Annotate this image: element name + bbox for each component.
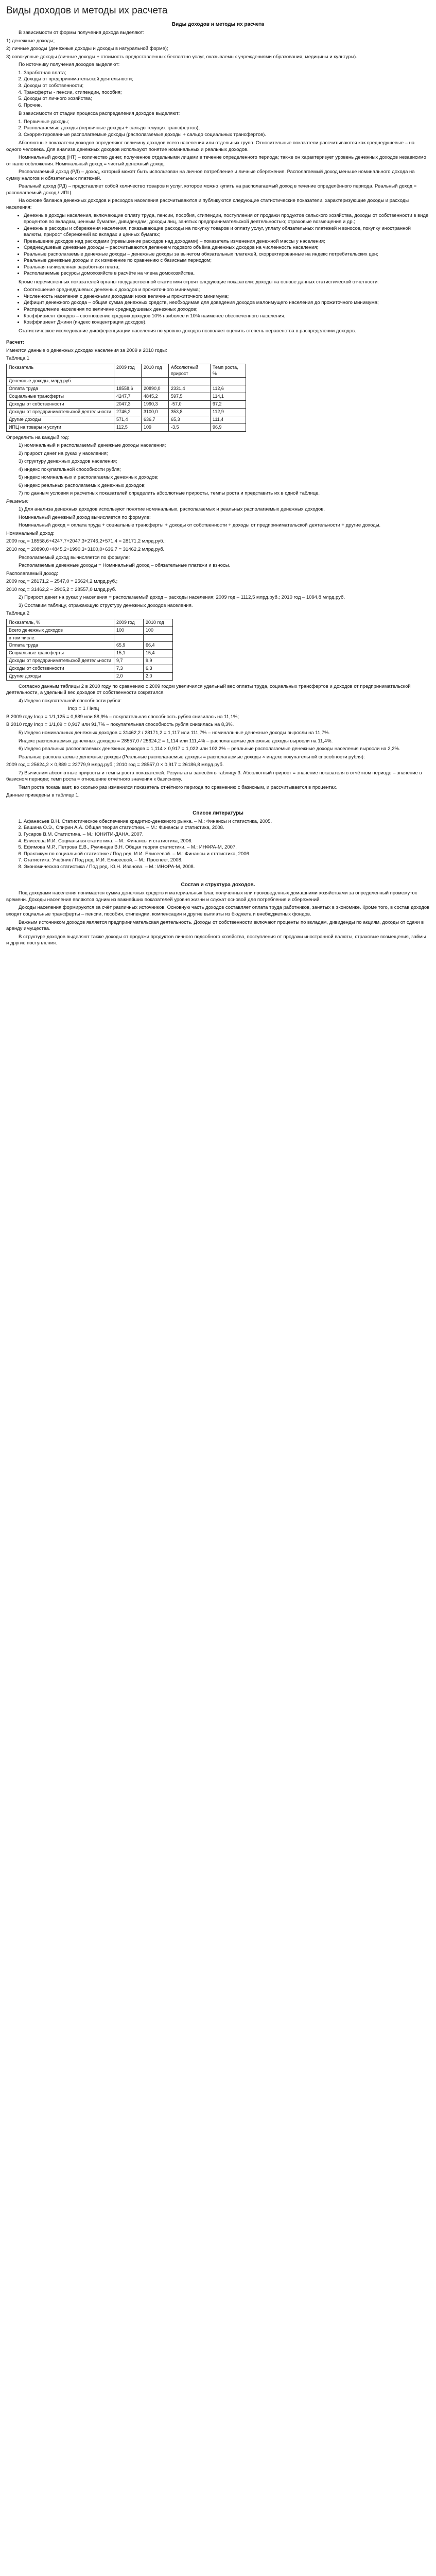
paragraph: Под доходами населения понимается сумма денежных средств и материальных благ, полученных или произведенных домашними хозяйствами за определенный промежуток времени. Доходы населения являются одним из важнейших показателей уровня жизни и служат основой для потребления и сбережений. — [6, 890, 417, 903]
list-item: 1) номинальный и располагаемый денежные доходы населения; — [19, 443, 166, 449]
list-item: • Превышение доходов над расходами (превышение расходов над доходами) – показатель изменения денежной массы у населения; — [24, 239, 430, 245]
paragraph: 3) совокупные доходы (личные доходы + стоимость предоставленных бесплатно услуг, оказываемых учреждениями образования, медицины и культуры). — [6, 54, 357, 60]
table-cell: 6,3 — [144, 665, 173, 673]
table-header-cell: 2010 год — [144, 619, 173, 626]
list-item: 2) прирост денег на руках у населения; — [19, 450, 108, 456]
literature-heading: Список литературы — [193, 810, 243, 816]
table-row — [7, 385, 246, 393]
paragraph: Располагаемый доход: — [6, 570, 58, 577]
table-cell: 112,6 — [211, 385, 246, 393]
list-item: 7. Статистика: Учебник / Под ред. И.И. Елисеевой. – М.: Проспект, 2008. — [24, 857, 430, 864]
table-cell: 111,4 — [211, 416, 246, 423]
paragraph: В 2010 году Iпср = 1/1,09 = 0,917 или 91,7% – покупательная способность рубля снизилась на 8,3%. — [6, 722, 234, 728]
table-cell: 636,7 — [142, 416, 169, 423]
formula: Располагаемые денежные доходы = Номинальный доход – обязательные платежи и взносы. — [19, 563, 231, 569]
list-item: 5) индекс номинальных и располагаемых денежных доходов; — [19, 474, 159, 481]
poverty-list — [6, 287, 430, 326]
paragraph: Статистическое исследование дифференциации населения по уровню доходов позволяет оценить степень неравенства в распределении доходов. — [19, 328, 356, 334]
table-cell: 9,9 — [144, 657, 173, 665]
table-header-row — [7, 619, 173, 626]
formula: Номинальный доход = оплата труда + социальные трансферты + доходы от собственности + доходы от предпринимательской деятельности + другие доходы. — [19, 522, 381, 529]
paragraph: 4) Индекс покупательной способности рубля: — [19, 698, 122, 704]
table-header-cell: Абсолютный прирост — [169, 364, 211, 378]
table-cell: Оплата труда — [7, 642, 114, 650]
table-cell: 2331,4 — [169, 385, 211, 393]
list-item: 6) индекс реальных располагаемых денежных доходов; — [19, 482, 146, 488]
table-header-cell: Показатель, % — [7, 619, 114, 626]
table-cell — [114, 634, 144, 642]
list-item: • Денежные расходы и сбережения населения, показывающие расходы на покупку товаров и оплату услуг, уплату обязательных платежей и взносов, покупку иностранной валюты, прирост сбережений во вкладах и ценных бумагах; — [24, 226, 430, 239]
paragraph: Номинальный денежный доход вычисляется по формуле: — [19, 514, 151, 520]
structure-table — [6, 619, 173, 681]
paragraph: 2010 год = 20890,0+4845,2+1990,3+3100,0+636,7 = 31462,2 млрд.руб. — [6, 547, 165, 553]
table-cell: 571,4 — [114, 416, 142, 423]
table-row — [7, 626, 173, 634]
list-item: • Реальная начисленная заработная плата; — [24, 264, 430, 271]
list-item: 3. Доходы от собственности; — [24, 83, 430, 90]
list-item: 5. Доходы от личного хозяйства; — [24, 96, 430, 103]
page-title: Виды доходов и методы их расчета — [6, 5, 168, 16]
income-table — [6, 364, 246, 432]
table-cell: 3100,0 — [142, 408, 169, 416]
table-row — [7, 642, 173, 650]
paragraph: Реальный доход (РД) – представляет собой количество товаров и услуг, которое можно купить на располагаемый доход в течение определённого периода. Реальный доход = располагаемый доход / ИПЦ. — [6, 183, 417, 196]
list-item: • Денежные доходы населения, включающие оплату труда, пенсии, пособия, стипендии, поступления от продажи продуктов сельского хозяйства, доходы от собственности в виде процентов по вкладам, ценным бумагам, дивидендам; доходы лиц, занятых предпринимательской деятельностью; страховые возмещения и др.; — [24, 213, 430, 226]
list-item: 3) структуру денежных доходов населения; — [19, 459, 117, 465]
paragraph: На основе баланса денежных доходов и расходов населения рассчитываются и публикуются следующие статистические показатели, характеризующие доходы и расходы населения: — [6, 198, 409, 211]
paragraph: 1) Для анализа денежных доходов используют понятие номинальных, располагаемых и реальных располагаемых денежных доходов. — [19, 506, 325, 513]
paragraph: В 2009 году Iпср = 1/1,125 = 0,889 или 88,9% – покупательная способность рубля снизилась на 11,1%; — [6, 714, 239, 720]
table-header-cell: 2009 год — [114, 619, 144, 626]
table-row — [7, 665, 173, 673]
table-cell: 100 — [144, 626, 173, 634]
list-item: 3. Скорректированные располагаемые доходы (располагаемые доходы + сальдо социальных трансфертов). — [24, 132, 430, 139]
table-cell: Доходы от собственности — [7, 665, 114, 673]
paragraph: 5) Индекс номинальных денежных доходов = 31462,2 / 28171,2 = 1,117 или 111,7% – номинальные денежные доходы выросли на 11,7%. — [19, 730, 330, 736]
paragraph: 7) Вычислим абсолютные приросты и темпы роста показателей. Результаты занесём в таблицу 3. Абсолютный прирост = значение показателя в отчётном периоде – значение в базисном периоде; темп роста = отношение отчётного значения к базисному. — [6, 770, 422, 783]
solution-label: Решение: — [6, 498, 29, 504]
list-item: • Реальные денежные доходы и их изменение по сравнению с базисным периодом; — [24, 258, 430, 264]
table-header-cell: 2010 год — [142, 364, 169, 378]
paragraph: Кроме перечисленных показателей органы государственной статистики строят следующие показатели: доходы на основе данных статистической отчетности: — [19, 279, 379, 285]
paragraph: Определить на каждый год: — [6, 434, 69, 440]
table-row — [7, 634, 173, 642]
table-row — [7, 657, 173, 665]
table-cell: Другие доходы — [7, 416, 114, 423]
list-item: 7) по данным условия и расчетных показателей определить абсолютные приросты, темпы роста и представить их в одной таблице. — [19, 490, 320, 497]
paragraph: 6) Индекс реальных располагаемых денежных доходов = 1,114 × 0,917 = 1,022 или 102,2% – реальные располагаемые денежные доходы населения выросли на 2,2%. — [19, 746, 400, 752]
table-cell: 2047,3 — [114, 401, 142, 409]
paragraph: Реальные располагаемые денежные доходы (Реальные располагаемые доходы = располагаемые доходы × индекс покупательной способности рубля): — [19, 754, 365, 760]
table-header-row — [7, 364, 246, 378]
paragraph: Имеются данные о денежных доходах населения за 2009 и 2010 годы: — [6, 347, 167, 353]
list-item: 1. Первичные доходы; — [24, 119, 430, 126]
paragraph: 2009 год = 28171,2 – 2547,0 = 25624,2 млрд.руб.; — [6, 579, 118, 585]
literature-list — [6, 819, 430, 870]
table-cell: Доходы от предпринимательской деятельности — [7, 657, 114, 665]
list-item: 2. Доходы от предпринимательской деятельности; — [24, 76, 430, 83]
table-cell — [142, 378, 169, 385]
list-item: 6. Прочие. — [24, 103, 430, 109]
stages-list — [6, 119, 430, 139]
list-item: • Распределение населения по величине среднедушевых денежных доходов; — [24, 307, 430, 313]
list-item: 4. Елисеева И.И. Социальная статистика. – М.: Финансы и статистика, 2006. — [24, 838, 430, 845]
section-heading: Виды доходов и методы их расчета — [171, 22, 265, 28]
table-cell — [144, 634, 173, 642]
formula: Iпср = 1 / Iипц — [68, 706, 99, 712]
table-cell: 2746,2 — [114, 408, 142, 416]
list-item: • Реальные располагаемые денежные доходы – денежные доходы за вычетом обязательных платежей, скорректированные на индекс потребительских цен; — [24, 251, 430, 258]
list-item: • Коэффициент Джини (индекс концентрации доходов). — [24, 319, 430, 326]
table-row — [7, 423, 246, 431]
paragraph: 2) Прирост денег на руках у населения = располагаемый доход – расходы населения; 2009 год – 1112,5 млрд.руб.; 2010 год – 1094,8 млрд.руб. — [19, 595, 345, 601]
determine-list — [6, 443, 430, 497]
table-header-cell: 2009 год — [114, 364, 142, 378]
paragraph: Располагаемый доход (РД) – доход, который может быть использован на личное потребление и личные сбережения. Располагаемый доход меньше номинального дохода на сумму налогов и обязательных платежей. — [6, 169, 415, 181]
paragraph: Абсолютные показатели доходов определяют величину доходов всего населения или отдельных групп. Относительные показатели рассчитываются как среднедушевые – на одного человека. Для анализа денежных доходов используют понятие номинальных и реальных доходов. — [6, 140, 415, 152]
table-row — [7, 401, 246, 409]
table-cell: ИПЦ на товары и услуги — [7, 423, 114, 431]
paragraph: 2010 год = 31462,2 – 2905,2 = 28557,0 млрд.руб. — [6, 586, 116, 592]
list-item: • Среднедушевые денежные доходы – рассчитываются делением годового объёма денежных доходов на численность населения; — [24, 245, 430, 251]
list-item: • Численность населения с денежными доходами ниже величины прожиточного минимума; — [24, 294, 430, 300]
table-row — [7, 408, 246, 416]
paragraph: Доходы населения формируются за счёт различных источников. Основную часть доходов составляет оплата труда работников, занятых в экономике. Кроме того, в состав доходов входят социальные трансферты – пенсии, пособия, стипендии, компенсации и другие выплаты из бюджета и внебюджетных фондов. — [6, 905, 430, 917]
paragraph: Располагаемый доход вычисляется по формуле: — [19, 554, 130, 561]
table-cell: 97,2 — [211, 401, 246, 409]
list-item: 3. Гусаров В.М. Статистика. – М.: ЮНИТИ-ДАНА, 2007. — [24, 832, 430, 838]
table-cell: 20890,0 — [142, 385, 169, 393]
table-cell: 7,3 — [114, 665, 144, 673]
document-page — [0, 0, 436, 947]
table-cell: Всего денежных доходов — [7, 626, 114, 634]
spacer — [6, 801, 430, 808]
balance-list — [6, 213, 430, 277]
table-cell: 597,5 — [169, 393, 211, 401]
table-row — [7, 672, 173, 680]
table-cell: 4247,7 — [114, 393, 142, 401]
table-cell: 2,0 — [144, 672, 173, 680]
paragraph: 3) Составим таблицу, отражающую структуру денежных доходов населения. — [19, 602, 193, 608]
list-item: 4) индекс покупательной способности рубля; — [19, 466, 121, 472]
table-row — [7, 378, 246, 385]
sources-list — [6, 70, 430, 109]
list-item: 6. Практикум по социальной статистике / Под ред. И.И. Елисеевой. – М.: Финансы и статистика, 2006. — [24, 851, 430, 858]
table-caption: Таблица 2 — [6, 611, 30, 617]
table-cell: 112,5 — [114, 423, 142, 431]
paragraph: 2) личные доходы (денежные доходы и доходы в натуральной форме); — [6, 46, 168, 52]
table-cell: -3,5 — [169, 423, 211, 431]
table-cell: Социальные трансферты — [7, 393, 114, 401]
paragraph: В структуре доходов выделяют также доходы от продажи продуктов личного подсобного хозяйства, поступления от продажи иностранной валюты, страховые возмещения, займы и другие поступления. — [6, 934, 426, 946]
paragraph: Номинальный доход (НТ) – количество денег, полученное отдельными лицами в течение определенного периода; также он характеризует уровень денежных доходов независимо от налогообложения. Номинальный доход = чистый денежный доход. — [6, 155, 426, 167]
paragraph: По источнику получения доходов выделяют: — [19, 62, 120, 68]
table-cell: Другие доходы — [7, 672, 114, 680]
table-cell: 109 — [142, 423, 169, 431]
table-cell — [211, 378, 246, 385]
list-item: • Располагаемые ресурсы домохозяйств в расчёте на члена домохозяйства. — [24, 270, 430, 277]
paragraph: 2009 год = 18558,6+4247,7+2047,3+2746,2+571,4 = 28171,2 млрд.руб.; — [6, 538, 166, 545]
list-item: 4. Трансферты - пенсии, стипендии, пособия; — [24, 90, 430, 96]
paragraph: В зависимости от стадии процесса распределения доходов выделяют: — [19, 111, 180, 117]
intro-block — [6, 30, 430, 69]
table-row — [7, 393, 246, 401]
list-item: 8. Экономическая статистика / Под ред. Ю.Н. Иванова. – М.: ИНФРА-М, 2008. — [24, 864, 430, 871]
task-label: Расчет: — [6, 340, 25, 346]
table-cell: Социальные трансферты — [7, 650, 114, 657]
paragraph: 1) денежные доходы; — [6, 38, 55, 44]
table-cell: 15,1 — [114, 650, 144, 657]
paragraph: 2009 год = 25624,2 × 0,889 = 22779,9 млрд.руб.; 2010 год = 28557,0 × 0,917 = 26186,8 млрд.руб. — [6, 762, 224, 768]
table-cell: 112,9 — [211, 408, 246, 416]
table-cell: 66,4 — [144, 642, 173, 650]
table-header-cell: Показатель — [7, 364, 114, 378]
table-cell: 65,9 — [114, 642, 144, 650]
table-cell — [114, 378, 142, 385]
table-cell: 2,0 — [114, 672, 144, 680]
table-cell: Денежные доходы, млрд.руб. — [7, 378, 114, 385]
part2-heading: Состав и структура доходов. — [181, 882, 255, 888]
table-cell: Доходы от собственности — [7, 401, 114, 409]
table-cell: 1990,3 — [142, 401, 169, 409]
list-item: • Коэффициент фондов – соотношение средних доходов 10% наиболее и 10% наименее обеспеченного населения; — [24, 313, 430, 320]
paragraph: Индекс располагаемых денежных доходов = 28557,0 / 25624,2 = 1,114 или 111,4% – располагаемые денежные доходы выросли на 11,4%. — [19, 738, 333, 744]
paragraph: Важным источником доходов является предпринимательская деятельность. Доходы от собственности включают проценты по вкладам, дивиденды по акциям, доходы от сдачи в аренду имущества. — [6, 919, 424, 932]
paragraph: Данные приведены в таблице 1. — [6, 792, 80, 799]
paragraph: Согласно данным таблицы 2 в 2010 году по сравнению с 2009 годом увеличился удельный вес оплаты труда, социальных трансфертов и доходов от предпринимательской деятельности, а удельный вес доходов от собственности сократился. — [6, 683, 411, 696]
table-cell: 353,8 — [169, 408, 211, 416]
table-row — [7, 650, 173, 657]
table-cell: Доходы от предпринимательской деятельности — [7, 408, 114, 416]
list-item: 1. Заработная плата; — [24, 70, 430, 77]
table-cell: в том числе: — [7, 634, 114, 642]
list-item: • Соотношение среднедушевых денежных доходов и прожиточного минимума; — [24, 287, 430, 294]
list-item: • Дефицит денежного дохода – общая сумма денежных средств, необходимая для доведения доходов малоимущего населения до прожиточного минимума; — [24, 300, 430, 307]
table-row — [7, 416, 246, 423]
table-cell: 4845,2 — [142, 393, 169, 401]
table-cell: 100 — [114, 626, 144, 634]
paragraph: Темп роста показывает, во сколько раз изменился показатель отчётного периода по сравнению с базисным, и рассчитывается в процентах. — [19, 784, 338, 790]
table-cell: Оплата труда — [7, 385, 114, 393]
table-caption: Таблица 1 — [6, 355, 30, 362]
table-cell: 15,4 — [144, 650, 173, 657]
list-item: 2. Башина О.Э., Спирин А.А. Общая теория статистики. – М.: Финансы и статистика, 2008. — [24, 825, 430, 832]
paragraph: Номинальный доход: — [6, 530, 55, 536]
spacer — [6, 872, 430, 879]
table-cell: 96,9 — [211, 423, 246, 431]
list-item: 5. Ефимова М.Р., Петрова Е.В., Румянцев В.Н. Общая теория статистики. – М.: ИНФРА-М, 2007. — [24, 844, 430, 851]
table-cell: 65,3 — [169, 416, 211, 423]
list-item: 1. Афанасьев В.Н. Статистическое обеспечение кредитно-денежного рынка. – М.: Финансы и статистика, 2005. — [24, 819, 430, 825]
table-cell: 18558,6 — [114, 385, 142, 393]
table-cell: 9,7 — [114, 657, 144, 665]
table-cell — [169, 378, 211, 385]
table-cell: 114,1 — [211, 393, 246, 401]
table-cell: -57,0 — [169, 401, 211, 409]
paragraph: В зависимости от формы получения дохода выделяют: — [19, 30, 145, 36]
table-header-cell: Темп роста, % — [211, 364, 246, 378]
list-item: 2. Располагаемые доходы (первичные доходы + сальдо текущих трансфертов); — [24, 125, 430, 132]
